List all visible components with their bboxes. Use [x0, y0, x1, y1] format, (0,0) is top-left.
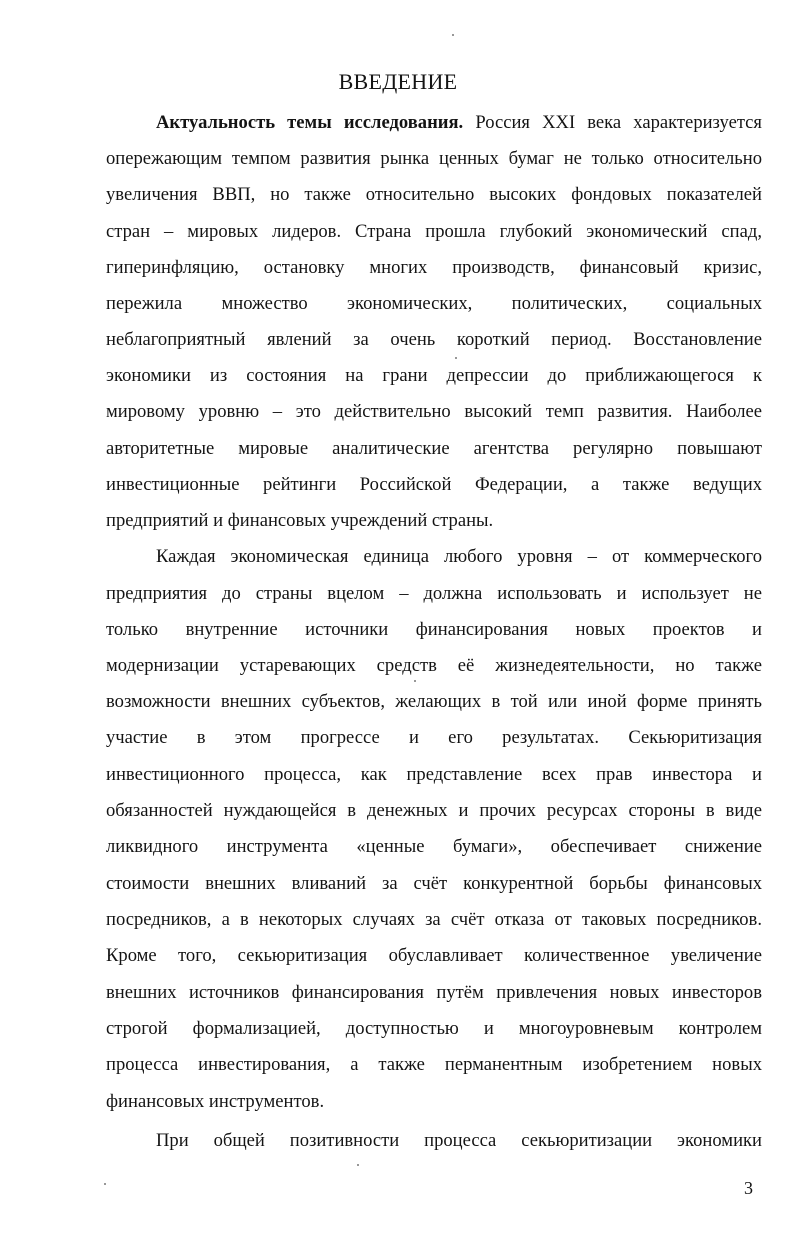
text-line: посредников, а в некоторых случаях за счёт отказа от таковых посредников. [106, 909, 762, 930]
text-line: авторитетные мировые аналитические агентства регулярно повышают [106, 438, 762, 459]
text-line: опережающим темпом развития рынка ценных бумаг не только относительно [106, 148, 762, 169]
text-line: предприятия до страны вцелом – должна использовать и использует не [106, 583, 762, 604]
text-line: только внутренние источники финансирования новых проектов и [106, 619, 762, 640]
text-line: участие в этом прогрессе и его результатах. Секьюритизация [106, 727, 762, 748]
text-line: предприятий и финансовых учреждений страны. [106, 510, 494, 531]
text-line: внешних источников финансирования путём привлечения новых инвесторов [106, 982, 762, 1003]
text-line: финансовых инструментов. [106, 1091, 325, 1112]
paragraph-1-line-1 [156, 111, 762, 135]
page-title: ВВЕДЕНИЕ [338, 69, 458, 94]
scan-speck [452, 34, 454, 36]
text-line: обязанностей нуждающейся в денежных и прочих ресурсах стороны в виде [106, 800, 762, 821]
text-line: процесса инвестирования, а также перманентным изобретением новых [106, 1054, 762, 1075]
scan-speck [455, 357, 457, 359]
paragraph-1-lead-bold: Актуальность темы исследования. [156, 112, 464, 133]
text-line: стран – мировых лидеров. Страна прошла глубокий экономический спад, [106, 221, 762, 242]
scan-speck [357, 1164, 359, 1166]
text-line: неблагоприятный явлений за очень короткий период. Восстановление [106, 329, 762, 350]
text-line: гиперинфляцию, остановку многих производств, финансовый кризис, [106, 257, 762, 278]
text-line: инвестиционного процесса, как представление всех прав инвестора и [106, 764, 762, 785]
text-line: экономики из состояния на грани депрессии до приближающегося к [106, 365, 762, 386]
text-line: ликвидного инструмента «ценные бумаги», обеспечивает снижение [106, 836, 762, 857]
text-line: мировому уровню – это действительно высокий темп развития. Наиболее [106, 401, 762, 422]
text-line: строгой формализацией, доступностью и многоуровневым контролем [106, 1018, 762, 1039]
text-line: инвестиционные рейтинги Российской Федерации, а также ведущих [106, 474, 762, 495]
scan-speck [414, 680, 416, 682]
scan-speck [104, 1183, 106, 1185]
paragraph-2-line-1: Каждая экономическая единица любого уровня – от коммерческого [156, 546, 762, 567]
text-line: пережила множество экономических, политических, социальных [106, 293, 762, 314]
text-line: увеличения ВВП, но также относительно высоких фондовых показателей [106, 184, 762, 205]
text-line: Кроме того, секьюритизация обуславливает количественное увеличение [106, 945, 762, 966]
paragraph-3-line-1: При общей позитивности процесса секьюритизации экономики [156, 1130, 762, 1151]
text-line: стоимости внешних вливаний за счёт конкурентной борьбы финансовых [106, 873, 762, 894]
text-line: возможности внешних субъектов, желающих в той или иной форме принять [106, 691, 762, 712]
page-number: 3 [744, 1178, 753, 1198]
text-line: модернизации устаревающих средств её жизнедеятельности, но также [106, 655, 762, 676]
paragraph-1-lead-rest: Россия XXI века характеризуется [475, 112, 762, 133]
